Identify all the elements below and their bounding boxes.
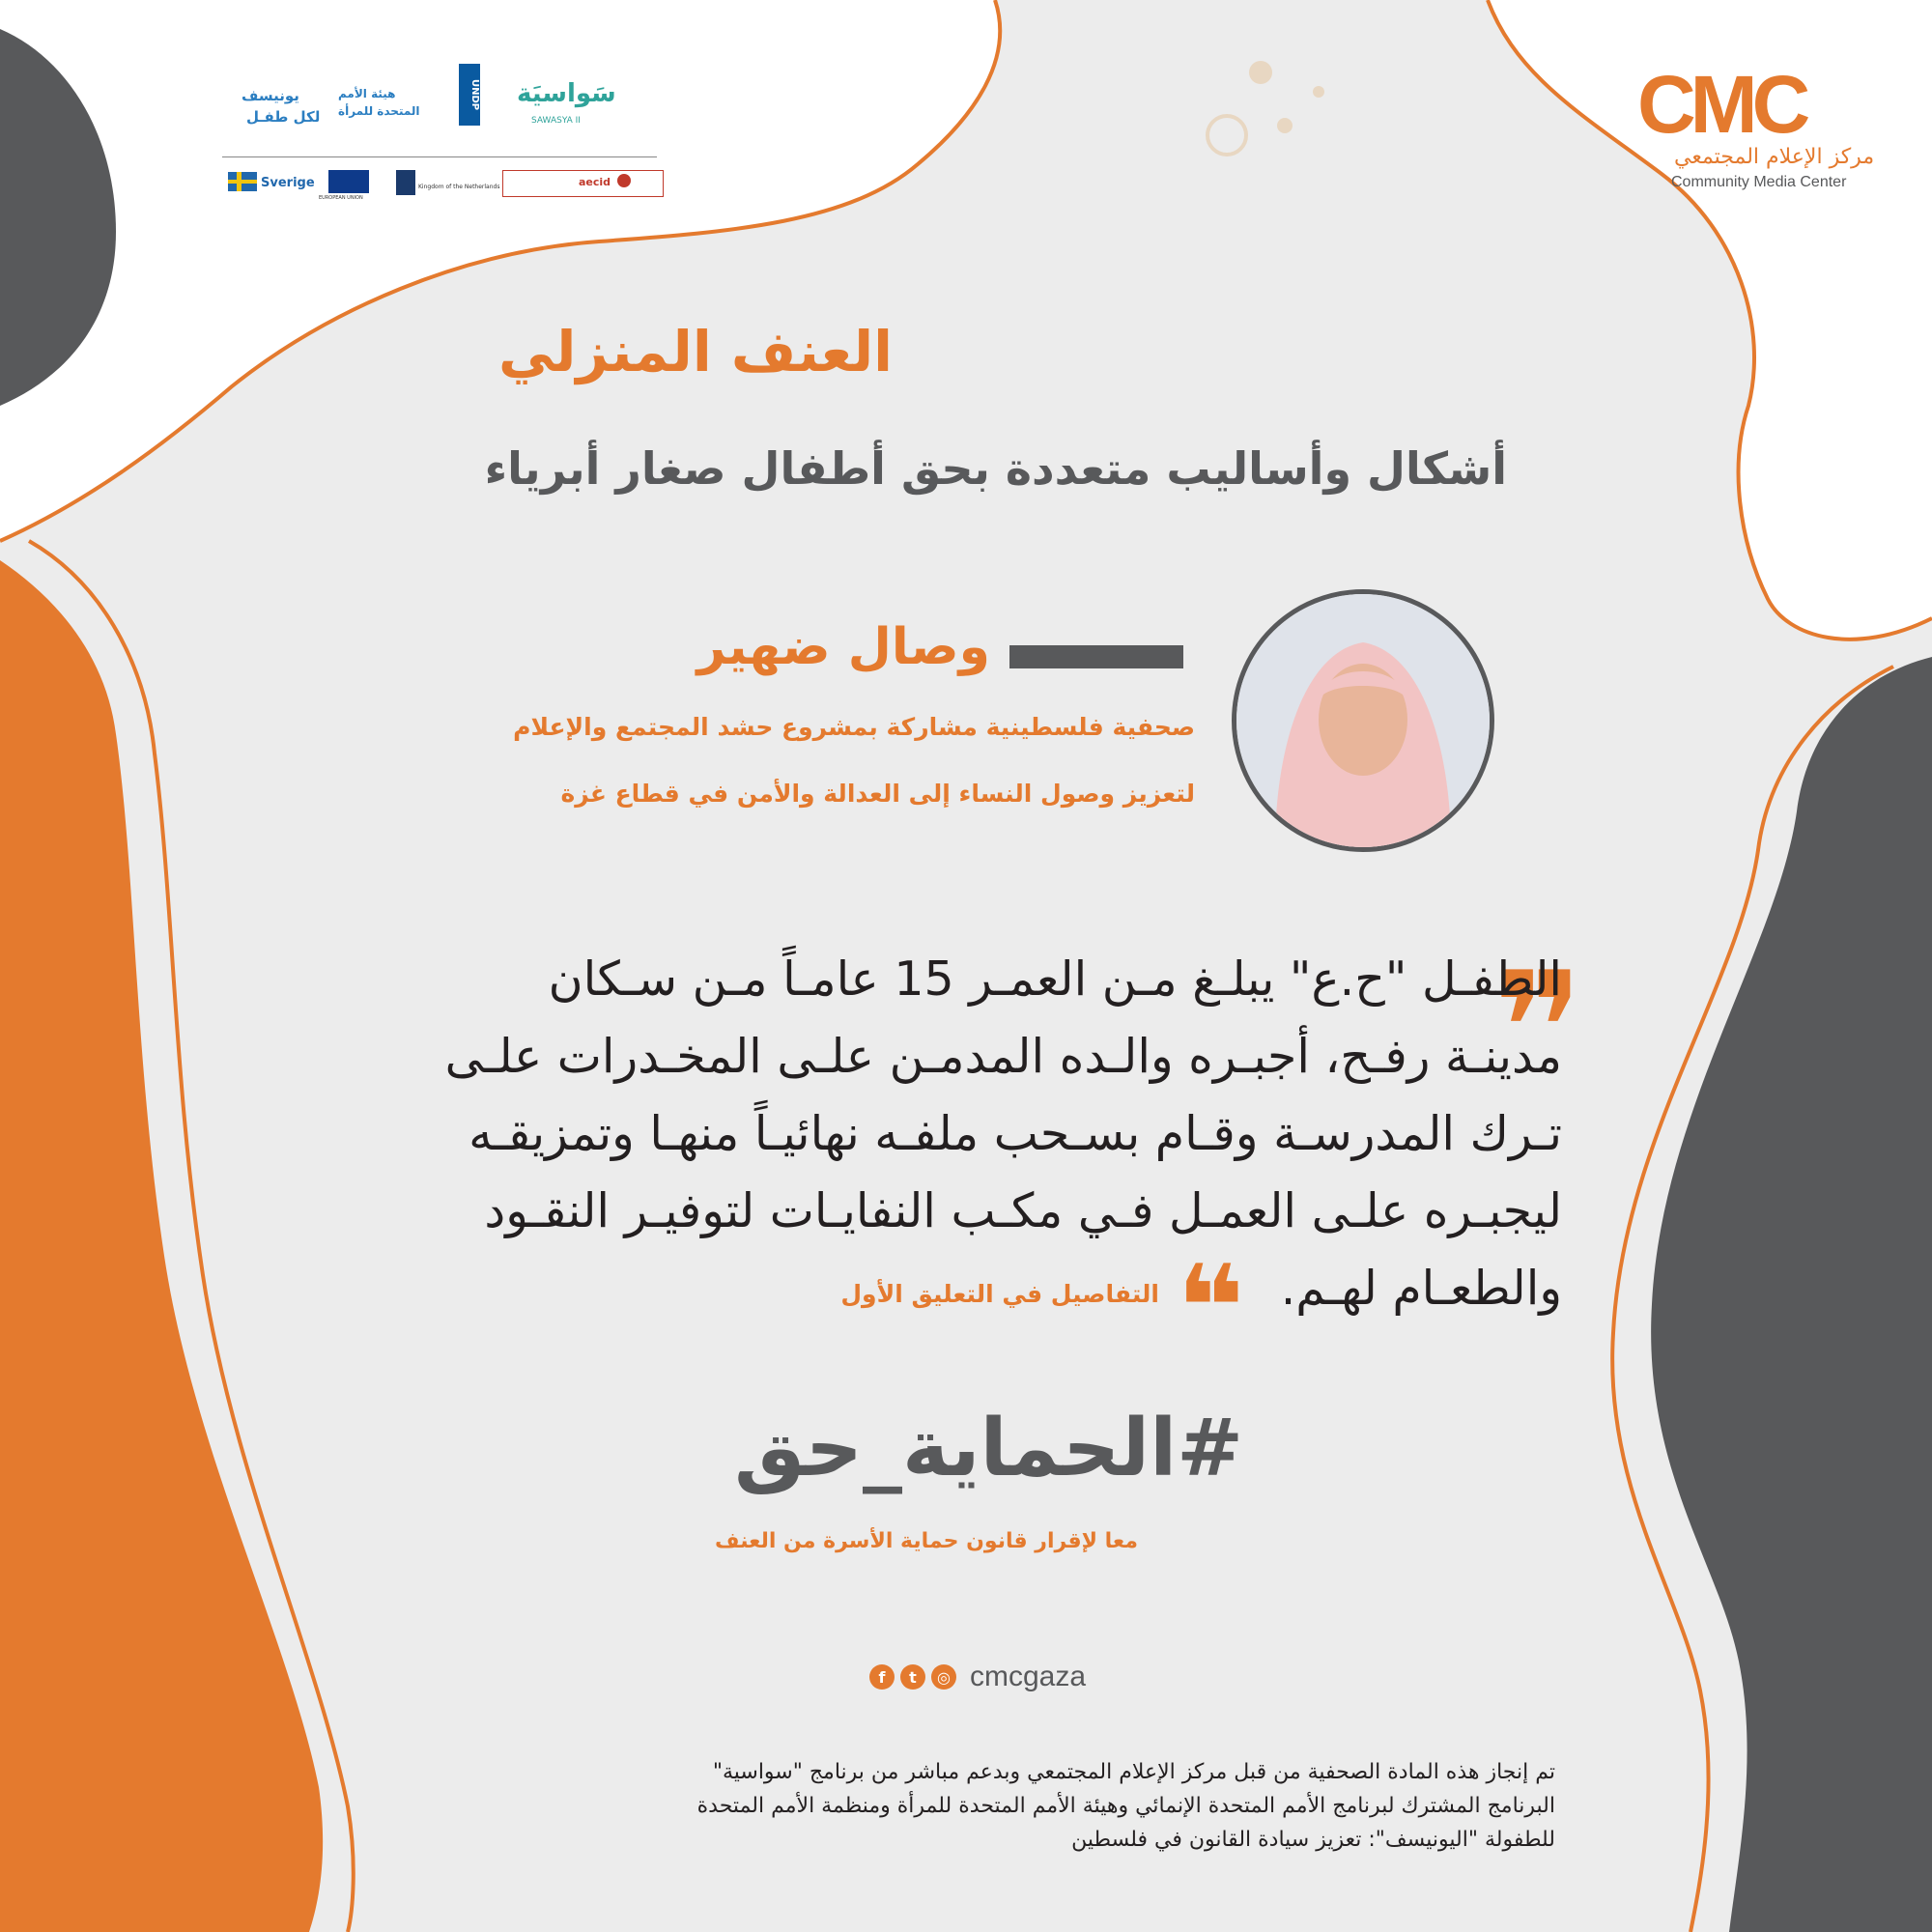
footer-line-1: تم إنجاز هذه المادة الصحفية من قبل مركز الإعلام المجتمعي وبدعم مباشر من برنامج "سواسية" bbox=[712, 1760, 1555, 1784]
social-handle[interactable]: cmcgaza bbox=[970, 1661, 1087, 1692]
page-subtitle-text: أشكال وأساليب متعددة بحق أطفال صغار أبرياء bbox=[484, 442, 1507, 495]
quote-line-5: والطعـام لهـم. bbox=[1280, 1261, 1562, 1316]
quote-line-2: مدينـة رفـح، أجبـره والـده المدمـن علـى المخـدرات علـى bbox=[444, 1029, 1562, 1084]
eu-flag bbox=[328, 170, 369, 193]
campaign-slogan: معا لإقرار قانون حماية الأسرة من العنف bbox=[715, 1529, 1138, 1553]
quote-line-1: الطفـل "ح.ع" يبلـغ مـن العمـر 15 عامـاً مـن سـكان bbox=[548, 952, 1562, 1007]
footer-line-2: البرنامج المشترك لبرنامج الأمم المتحدة الإنمائي وهيئة الأمم المتحدة للمرأة ومنظمة الأمم المتحدة bbox=[696, 1794, 1555, 1818]
netherlands-label: Kingdom of the Netherlands bbox=[418, 184, 500, 190]
campaign-hashtag: #الحماية_حق bbox=[734, 1403, 1243, 1494]
page-title: العنف المنزلي bbox=[497, 319, 894, 384]
footer-line-3: للطفولة "اليونيسف": تعزيز سيادة القانون في فلسطين bbox=[1071, 1828, 1555, 1852]
partner-divider bbox=[222, 156, 657, 157]
unwomen-logo: هيئة الأمم bbox=[338, 87, 396, 100]
sweden-label: Sverige bbox=[261, 176, 315, 190]
page-subtitle bbox=[0, 442, 1507, 495]
twitter-icon[interactable]: t bbox=[900, 1664, 925, 1690]
cmc-logo bbox=[1628, 58, 1889, 203]
undp-logo: UNDP bbox=[459, 64, 480, 126]
partner-logos bbox=[222, 78, 667, 201]
details-note: التفاصيل في التعليق الأول bbox=[840, 1280, 1159, 1308]
author-bio-line-2: لتعزيز وصول النساء إلى العدالة والأمن في قطاع غزة bbox=[560, 780, 1195, 808]
cooperacion-icon bbox=[617, 174, 631, 187]
close-quote-icon: ❝ bbox=[1177, 1241, 1245, 1376]
author-bio-line-1: صحفية فلسطينية مشاركة بمشروع حشد المجتمع والإعلام bbox=[513, 713, 1195, 741]
netherlands-crest bbox=[396, 170, 415, 195]
instagram-icon[interactable]: ◎ bbox=[931, 1664, 956, 1690]
cmc-logo-arabic: مركز الإعلام المجتمعي bbox=[1674, 145, 1875, 169]
author-photo bbox=[1232, 589, 1494, 852]
quote-line-4: ليجبـره علـى العمـل فـي مكـب النفايـات لتوفيـر النقـود bbox=[484, 1183, 1562, 1238]
unicef-tagline: لكل طفـل bbox=[246, 108, 321, 126]
unwomen-logo-line2: المتحدة للمرأة bbox=[338, 104, 420, 118]
social-links bbox=[869, 1660, 1086, 1694]
author-name: وصال ضهير bbox=[696, 618, 990, 676]
cmc-logo-mark: CMC bbox=[1637, 59, 1805, 150]
spain-aecid-logos bbox=[502, 170, 664, 197]
facebook-icon[interactable]: f bbox=[869, 1664, 895, 1690]
sweden-flag bbox=[228, 172, 257, 191]
eu-label: EUROPEAN UNION bbox=[319, 195, 363, 201]
sawasya-logo: سَواسيَة bbox=[517, 79, 616, 108]
author-portrait bbox=[1236, 594, 1490, 847]
cmc-logo-english: Community Media Center bbox=[1671, 174, 1847, 190]
aecid-label: aecid bbox=[579, 176, 611, 188]
quote-line-3: تـرك المدرسـة وقـام بسـحب ملفـه نهائيـاً منهـا وتمزيقـه bbox=[469, 1106, 1562, 1161]
author-divider-bar bbox=[1009, 645, 1183, 668]
sawasya-label: SAWASYA II bbox=[531, 116, 581, 126]
unicef-logo: يونيسف bbox=[242, 87, 299, 104]
open-quote-icon: ❞ bbox=[1492, 938, 1583, 1119]
